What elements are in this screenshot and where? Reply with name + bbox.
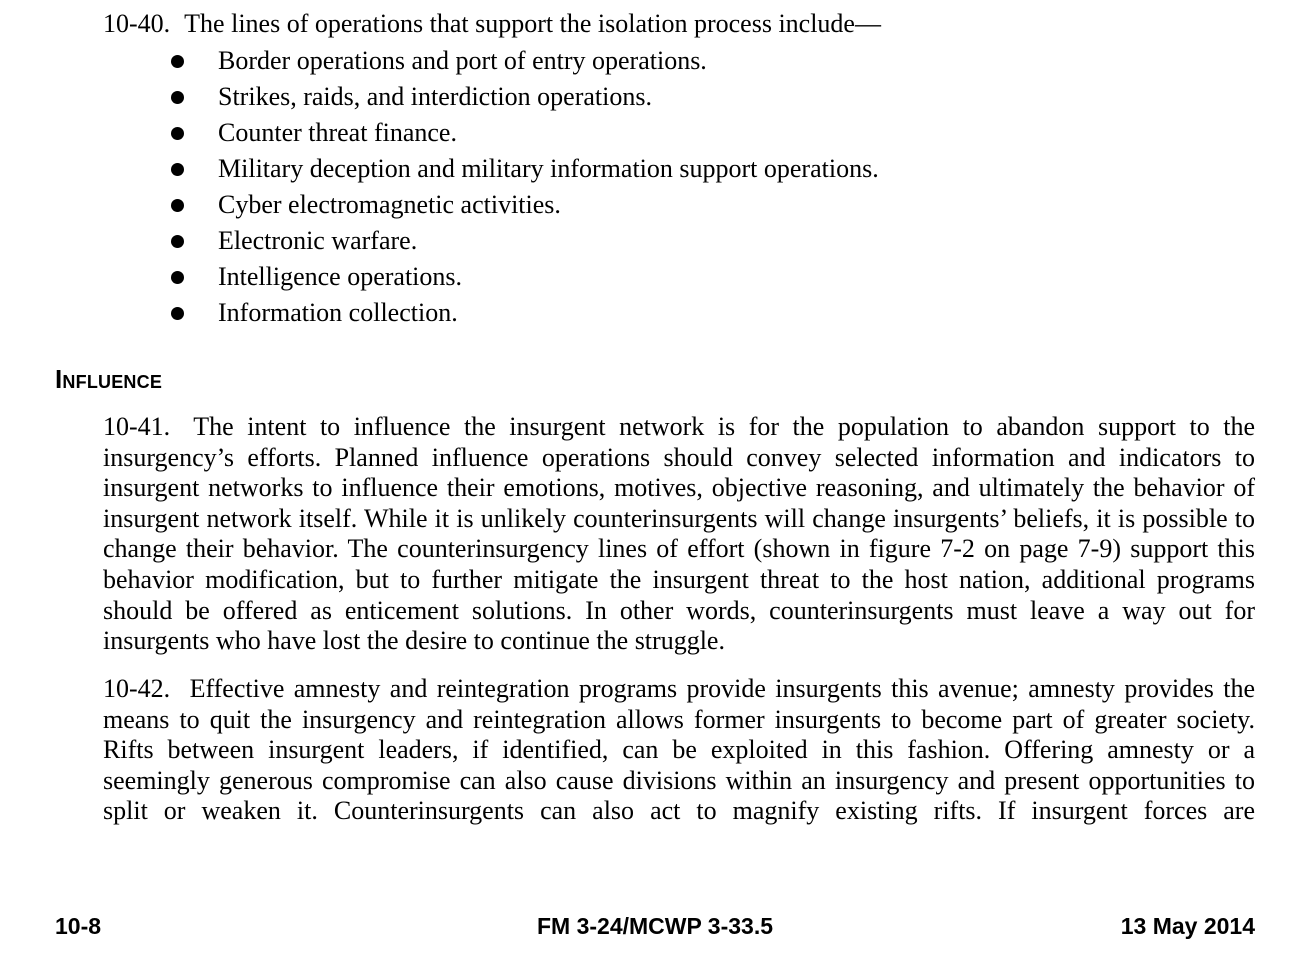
page-footer xyxy=(55,909,1255,943)
bullet-icon xyxy=(171,307,184,320)
paragraph-10-40-intro xyxy=(103,8,1255,40)
list-item-text: Cyber electromagnetic activities. xyxy=(218,190,561,219)
list-item-text: Intelligence operations. xyxy=(218,262,463,291)
bullet-icon xyxy=(171,163,184,176)
paragraph-10-42 xyxy=(103,674,1255,827)
bullet-icon xyxy=(171,235,184,248)
list-item-text: Strikes, raids, and interdiction operations. xyxy=(218,82,652,111)
list-item-text: Counter threat finance. xyxy=(218,118,457,147)
list-item-text: Electronic warfare. xyxy=(218,226,418,255)
paragraph-text: The intent to influence the insurgent network is for the population to abandon support to the insurgency’s efforts. Planned influence operations should convey selected information and indicators to insurgent networks to influence their emotions, motives, objective reasoning, and ultimately the behavior of insurgent network itself. While it is unlikely counterinsurgents will change insurgents’ beliefs, it is possible to change their behavior. The counterinsurgency lines of effort (shown in figure 7-2 on page 7-9) support this behavior modification, but to further mitigate the insurgent threat to the host nation, additional programs should be offered as enticement solutions. In other words, counterinsurgents must leave a way out for insurgents who have lost the desire to continue the struggle. xyxy=(103,412,1256,656)
bullet-icon xyxy=(171,199,184,212)
paragraph-number: 10-40. xyxy=(103,9,171,38)
list-item-text: Border operations and port of entry operations. xyxy=(218,46,707,75)
paragraph-number: 10-41. xyxy=(103,412,171,441)
section-heading-influence: Influence xyxy=(55,364,163,394)
bullet-icon xyxy=(171,127,184,140)
paragraph-10-41 xyxy=(103,412,1255,657)
bullet-icon xyxy=(171,91,184,104)
paragraph-number: 10-42. xyxy=(103,674,171,703)
paragraph-text: The lines of operations that support the isolation process include— xyxy=(184,9,881,38)
list-item-text: Military deception and military information support operations. xyxy=(218,154,879,183)
page-number: 10-8 xyxy=(55,913,102,939)
bullet-icon xyxy=(171,55,184,68)
bullet-icon xyxy=(171,271,184,284)
list-item-text: Information collection. xyxy=(218,298,458,327)
publication-id: FM 3-24/MCWP 3-33.5 xyxy=(536,913,774,939)
paragraph-text: Effective amnesty and reintegration programs provide insurgents this avenue; amnesty provides the means to quit the insurgency and reintegration allows former insurgents to become part of greater society. Rifts between insurgent leaders, if identified, can be exploited in this fashion. Offering amnesty or a seemingly generous compromise can also cause divisions within an insurgency and present opportunities to split or weaken it. Counterinsurgents can also act to magnify existing rifts. If insurgent forces are xyxy=(103,674,1256,826)
publication-date: 13 May 2014 xyxy=(1120,913,1255,939)
